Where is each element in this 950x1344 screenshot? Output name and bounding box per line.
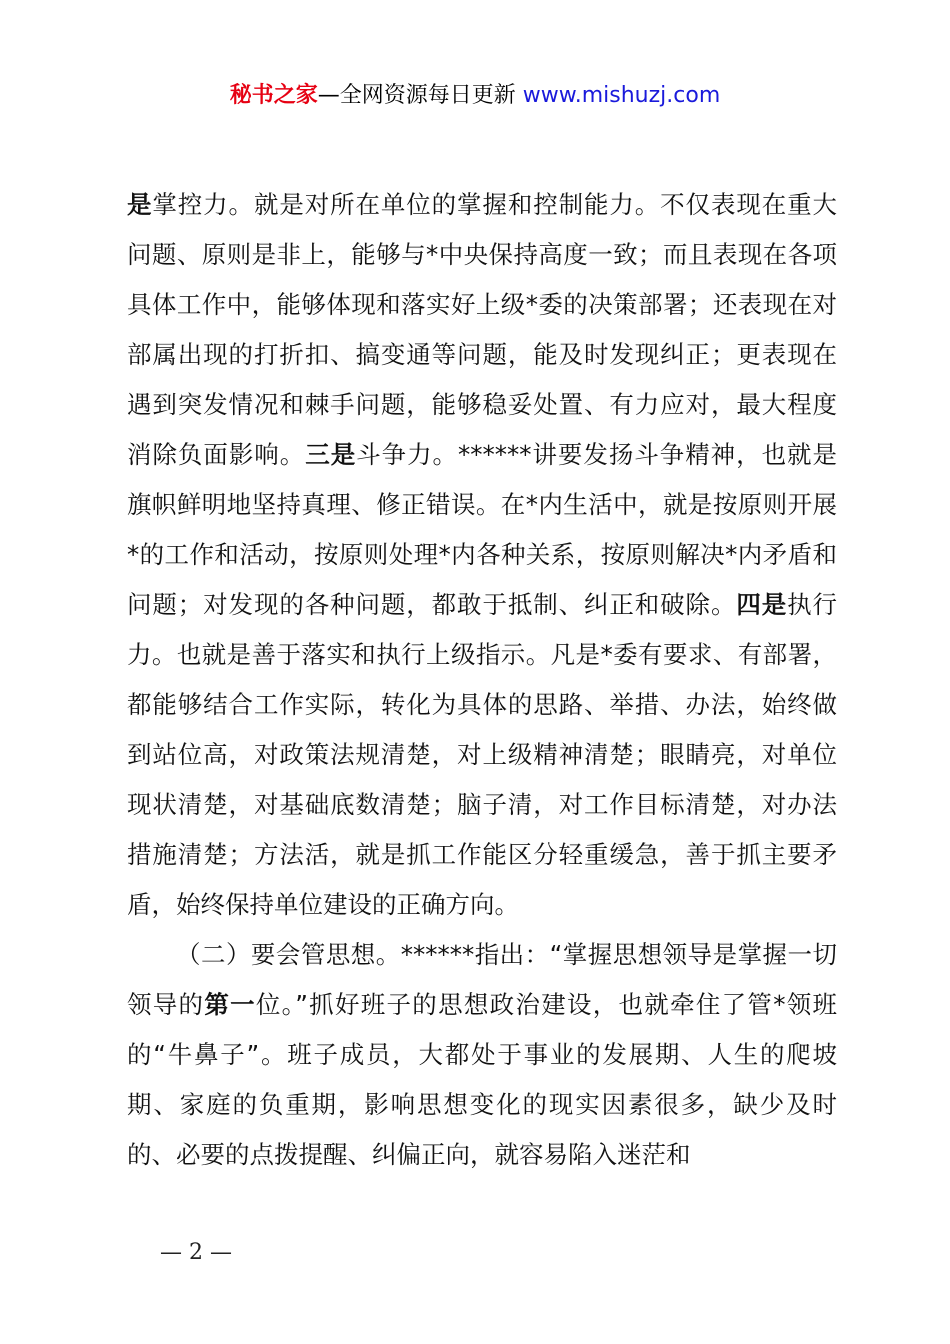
- paragraph-text: 斗争力。******讲要发扬斗争精神，也就是旗帜鲜明地坚持真理、修正错误。在*内生活中，就是按原则开展*的工作和活动，按原则处理*内各种关系，按原则解决*内矛盾和问题；对发现的各种问题，都敢于抵制、纠正和破除。: [127, 440, 838, 619]
- emphasis-label: 四是: [736, 590, 788, 619]
- page-number: — 2 —: [160, 1240, 232, 1265]
- emphasis-label: 是: [127, 190, 153, 219]
- document-body: [127, 180, 837, 1180]
- paragraph-text: 执行力。也就是善于落实和执行上级指示。凡是*委有要求、有部署，都能够结合工作实际，转化为具体的思路、举措、办法，始终做到站位高，对政策法规清楚，对上级精神清楚；眼睛亮，对单位现状清楚，对基础底数清楚；脑子清，对工作目标清楚，对办法措施清楚；方法活，就是抓工作能区分轻重缓急，善于抓主要矛盾，始终保持单位建设的正确方向。: [127, 590, 838, 919]
- emphasis-label: 第一: [204, 990, 256, 1019]
- brand-name: 秘书之家: [229, 83, 318, 108]
- paragraph-text: 位。”抓好班子的思想政治建设，也就牵住了管*领班的“牛鼻子”。班子成员，大都处于事业的发展期、人生的爬坡期、家庭的负重期，影响思想变化的现实因素很多，缺少及时的、必要的点拨提醒、纠偏正向，就容易陷入迷茫和: [127, 990, 838, 1169]
- emphasis-label: 三是: [305, 440, 357, 469]
- paragraph-text: （二）要会管思想。******指出：“掌握思想领导是掌握一切领导的: [127, 940, 837, 1019]
- site-url-link[interactable]: www.mishuzj.com: [522, 83, 721, 108]
- banner-slogan: —全网资源每日更新: [317, 83, 516, 108]
- paragraph-text: 掌控力。就是对所在单位的掌握和控制能力。不仅表现在重大问题、原则是非上，能够与*中央保持高度一致；而且表现在各项具体工作中，能够体现和落实好上级*委的决策部署；还表现在对部属出现的打折扣、搞变通等问题，能及时发现纠正；更表现在遇到突发情况和棘手问题，能够稳妥处置、有力应对，最大程度消除负面影响。: [127, 190, 837, 469]
- site-banner: [0, 80, 950, 112]
- paragraph-capabilities: [127, 180, 837, 930]
- paragraph-manage-thought: [127, 930, 837, 1180]
